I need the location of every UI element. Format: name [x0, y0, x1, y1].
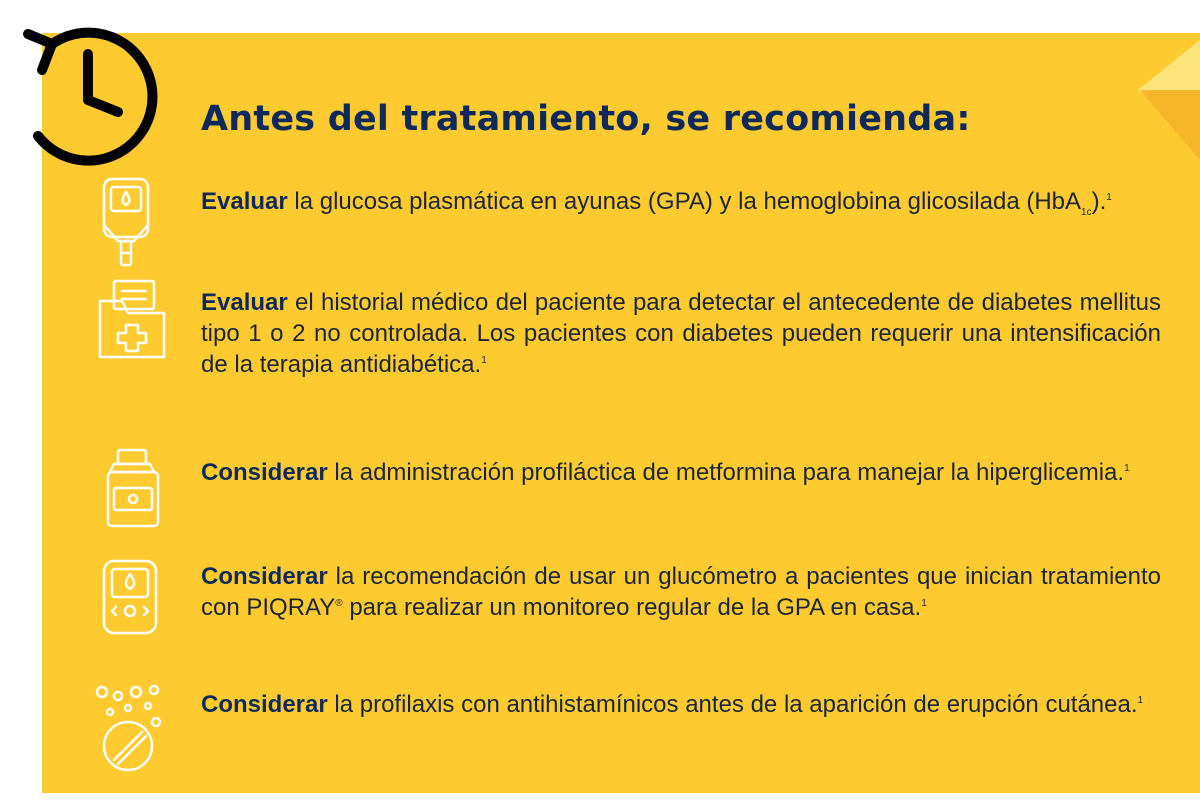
- reference-mark: 1: [1106, 192, 1112, 203]
- clock-history-icon: [8, 8, 168, 168]
- item-evaluar-historial: Evaluar el historial médico del paciente para detectar el antecedente de diabetes mellitus tipo 1 o 2 no controlada. Los pacientes con diabetes pueden requerir una intensificación de la terapia antidiabética.$^1$: [201, 289, 1161, 378]
- pill-bottle-icon: [96, 442, 176, 542]
- item-verb: Evaluar: [201, 188, 288, 215]
- trademark-mark: ®: [335, 598, 343, 609]
- item-considerar-glucometro: Considerar la recomendación de usar un glucómetro a pacientes que inician tratamiento con PIQRAY® para realizar un monitoreo regular de la GPA en casa.$^1$: [201, 563, 1162, 621]
- yellow-panel: [42, 33, 1200, 793]
- medical-folder-icon: [92, 277, 172, 377]
- item-verb: Considerar: [201, 691, 328, 718]
- item-verb: Considerar: [201, 563, 328, 590]
- item-considerar-metformina: Considerar la administración profiláctica de metformina para manejar la hiperglicemia.$^1$: [201, 459, 1130, 486]
- reference-mark: 1: [921, 598, 927, 609]
- item-verb: Considerar: [201, 459, 328, 486]
- page-title: Antes del tratamiento, se recomienda:: [201, 99, 971, 139]
- glucometer-strip-icon: [94, 175, 174, 275]
- reference-mark: 1: [1124, 463, 1130, 474]
- item-considerar-antihistaminicos: Considerar la profilaxis con antihistamínicos antes de la aparición de erupción cutánea.$^1$: [201, 691, 1144, 718]
- subscript-1c: 1c: [1081, 206, 1092, 218]
- reference-mark: 1: [1137, 695, 1144, 706]
- effervescent-tablet-icon: [92, 682, 172, 782]
- corner-decoration-dark: [1140, 90, 1200, 160]
- item-verb: Evaluar: [201, 289, 288, 316]
- glucose-meter-icon: [94, 555, 174, 655]
- item-evaluar-glucosa: Evaluar la glucosa plasmática en ayunas (GPA) y la hemoglobina glicosilada (HbA$_{1c}$).$^1$: [201, 188, 1112, 218]
- reference-mark: 1: [481, 355, 487, 366]
